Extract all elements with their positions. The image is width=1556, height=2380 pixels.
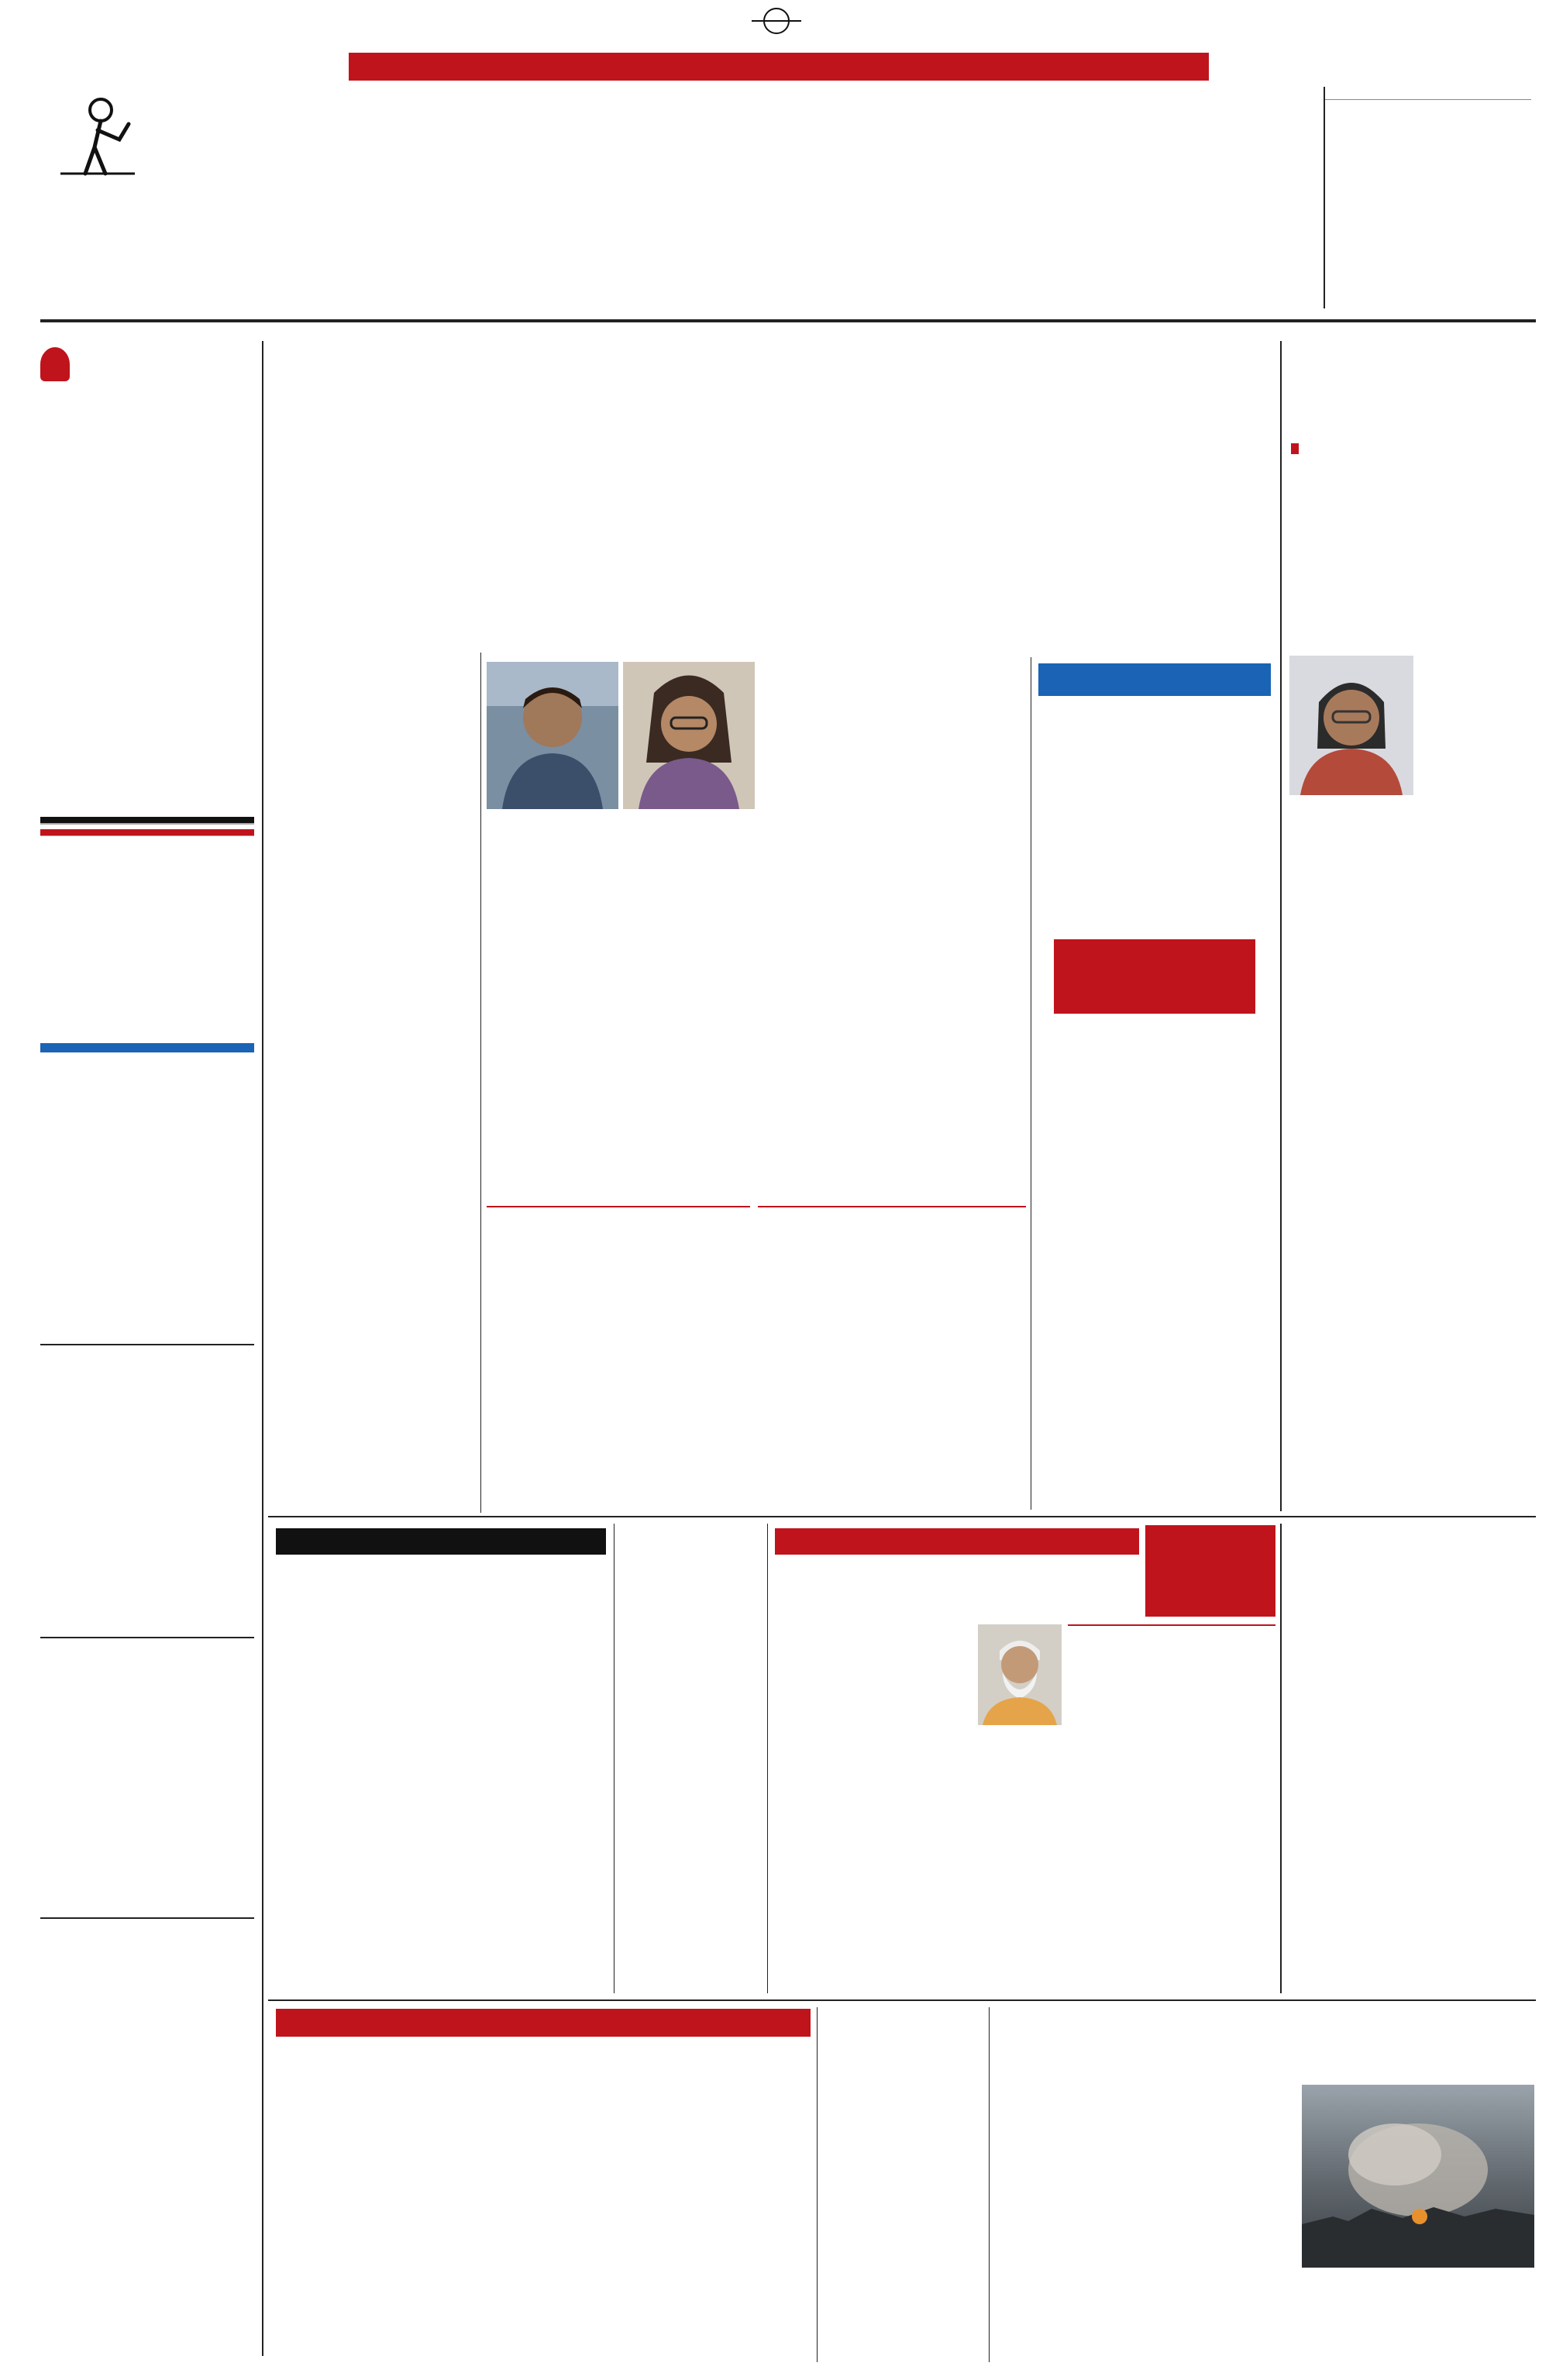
nifty-row (40, 835, 254, 836)
fatafat-column (40, 1043, 254, 2178)
top-right-box (1324, 87, 1531, 308)
janta-body (1038, 702, 1271, 936)
akhir-body (1038, 1020, 1271, 1510)
niti-body (775, 1624, 972, 1992)
bazaar-title (40, 817, 254, 823)
pak-body (276, 1641, 606, 1992)
edition-line (349, 53, 1209, 81)
mauj-body (758, 1240, 1026, 1510)
bazaar-box (40, 817, 254, 836)
gandhi-logo (54, 93, 139, 178)
lakshmi-body (276, 2116, 811, 2358)
fatafat-h4 (40, 1917, 254, 1925)
niti-sub (1068, 1624, 1275, 1626)
chupke-body (40, 389, 254, 932)
niti-kicker (775, 1528, 1139, 1555)
fatafat-h2 (40, 1344, 254, 1352)
mukh-body (487, 1240, 750, 1510)
bazaar-silver-row (40, 824, 254, 825)
natrajan-bullets (1289, 434, 1534, 437)
mukh-headline (487, 1206, 750, 1211)
row3-divider-2 (989, 2007, 990, 2362)
iran-explosion-photo (1302, 2085, 1534, 2268)
same-material-body (487, 845, 615, 1198)
lead-right-divider (1280, 341, 1282, 1511)
person-icon (40, 347, 70, 381)
dwivedi-photo (487, 662, 618, 809)
fatafat-title (40, 1043, 254, 1052)
row2-divider-2 (767, 1524, 768, 1993)
sim-body (1289, 1592, 1534, 1992)
janta-title (1038, 663, 1271, 696)
fatafat-b4 (40, 1928, 254, 2178)
row2-divider-3 (1280, 1524, 1282, 1993)
pct-body (623, 845, 893, 1198)
mauj-headline (758, 1206, 1026, 1211)
fatafat-b3 (40, 1648, 254, 1903)
iran-body (997, 2085, 1296, 2268)
lead-body (276, 677, 474, 1510)
niti-side (1145, 1525, 1275, 1617)
lead-kicker (273, 347, 1265, 425)
mid-rule-2 (268, 1999, 1536, 2001)
masthead-rule (40, 319, 1536, 322)
niti-side-body (1068, 1654, 1275, 1992)
pak-kicker (276, 1528, 606, 1555)
chupke-column (40, 346, 254, 932)
fatafat-b2 (40, 1355, 254, 1623)
akhir-headline (1054, 939, 1255, 1014)
iran-caption (997, 2272, 1534, 2358)
share-title (40, 829, 254, 835)
newspaper-title (279, 124, 1317, 310)
woman-photo (623, 662, 755, 809)
fatafat-b1 (40, 1063, 254, 1330)
lead-headline (273, 434, 1017, 643)
modi-photo (978, 1624, 1062, 1725)
rahul-body (823, 2100, 983, 2358)
row3-divider-1 (817, 2007, 818, 2362)
lead-side-head (1021, 439, 1277, 642)
barkh-body (899, 766, 1024, 1198)
anil-body (1325, 100, 1531, 266)
blast-body (621, 1593, 761, 1992)
left-column-divider (262, 341, 263, 2356)
registration-cross-icon (752, 20, 801, 22)
anil-headline (1325, 87, 1531, 100)
photo-caption (763, 662, 893, 732)
natrajan-body-mask (1289, 656, 1420, 800)
chupke-title-bar (40, 346, 254, 383)
fatafat-h3 (40, 1637, 254, 1645)
mid-rule-1 (268, 1516, 1536, 1517)
lakshmi-kicker (276, 2009, 811, 2037)
lead-col-divider-1 (480, 653, 481, 1513)
